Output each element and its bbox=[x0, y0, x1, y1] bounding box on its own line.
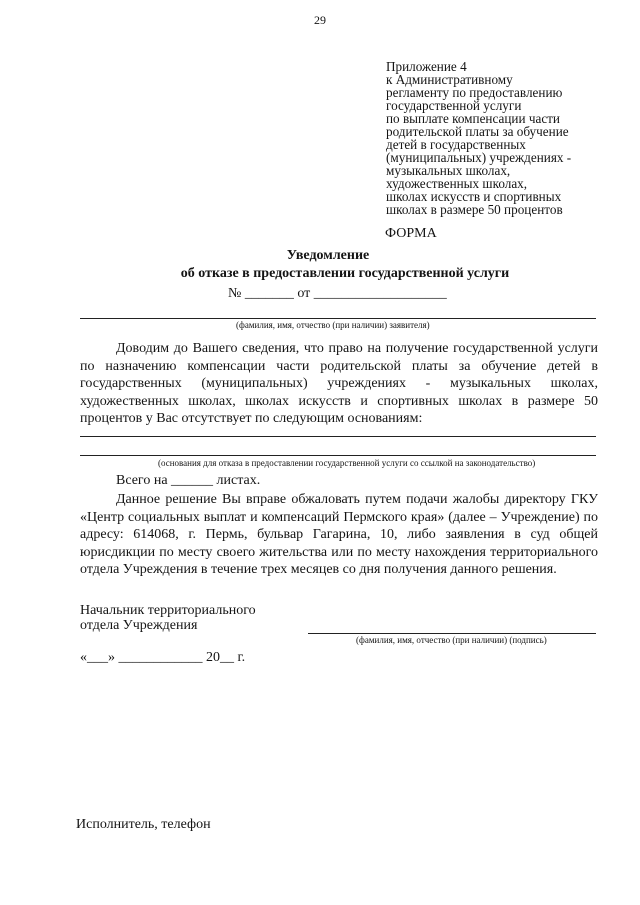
sheets-line: Всего на ______ листах. bbox=[116, 473, 261, 488]
appendix-line: школах искусств и спортивных bbox=[386, 189, 562, 204]
page-number: 29 bbox=[314, 13, 326, 27]
number-date-line: № _______ от ___________________ bbox=[228, 286, 447, 301]
appendix-line: (муниципальных) учреждениях - bbox=[386, 150, 572, 165]
appendix-line: детей в государственных bbox=[386, 137, 526, 152]
appeal-paragraph: Данное решение Вы вправе обжаловать путем подачи жалобы директору ГКУ «Центр социальных выплат и компенсаций Пермского края» (далее – Учреждение) по адресу: 614068, г. Пермь, бульвар Гагарина, 10, либо заявления в суд общей юрисдикции по месту своего жительства или по месту нахождения территориального отдела Учреждения в течение трех месяцев со дня получения данного решения. bbox=[80, 492, 598, 577]
applicant-caption: (фамилия, имя, отчество (при наличии) заявителя) bbox=[236, 320, 430, 330]
signatory-line: Начальник территориального bbox=[80, 603, 256, 618]
signatory-line: отдела Учреждения bbox=[80, 618, 198, 633]
appendix-line: по выплате компенсации части bbox=[386, 111, 560, 126]
main-paragraph: Доводим до Вашего сведения, что право на получение государственной услуги по назначению компенсации части родительской платы за обучение детей в государственных (муниципальных) учреждениях - музыкальных школах, художественных школах, школах искусств и спортивных школах в размере 50 процентов у Вас отсутствует по следующим основаниям: bbox=[80, 341, 598, 426]
appendix-line: родительской платы за обучение bbox=[386, 124, 569, 139]
applicant-name-line bbox=[80, 318, 596, 319]
executor-line: Исполнитель, телефон bbox=[76, 817, 211, 832]
date-line: «___» ____________ 20__ г. bbox=[80, 650, 246, 665]
appendix-line: к Административному bbox=[386, 72, 513, 87]
grounds-line-2 bbox=[80, 455, 596, 456]
appendix-line: государственной услуги bbox=[386, 98, 522, 113]
appendix-line: Приложение 4 bbox=[386, 59, 467, 74]
grounds-caption: (основания для отказа в предоставлении государственной услуги со ссылкой на законодательство) bbox=[158, 458, 536, 468]
grounds-line-1 bbox=[80, 436, 596, 437]
appendix-line: регламенту по предоставлению bbox=[386, 85, 563, 100]
appendix-line: художественных школах, bbox=[386, 176, 528, 191]
signature-line bbox=[308, 633, 596, 634]
signatory-title bbox=[80, 603, 256, 633]
signature-caption: (фамилия, имя, отчество (при наличии) (подпись) bbox=[356, 635, 547, 645]
appendix-line: музыкальных школах, bbox=[386, 163, 511, 178]
form-label: ФОРМА bbox=[385, 226, 437, 241]
document-subtitle: об отказе в предоставлении государственной услуги bbox=[180, 266, 510, 281]
document-title: Уведомление bbox=[286, 248, 370, 263]
appendix-line: школах в размере 50 процентов bbox=[386, 202, 563, 217]
appendix-block bbox=[386, 60, 571, 216]
